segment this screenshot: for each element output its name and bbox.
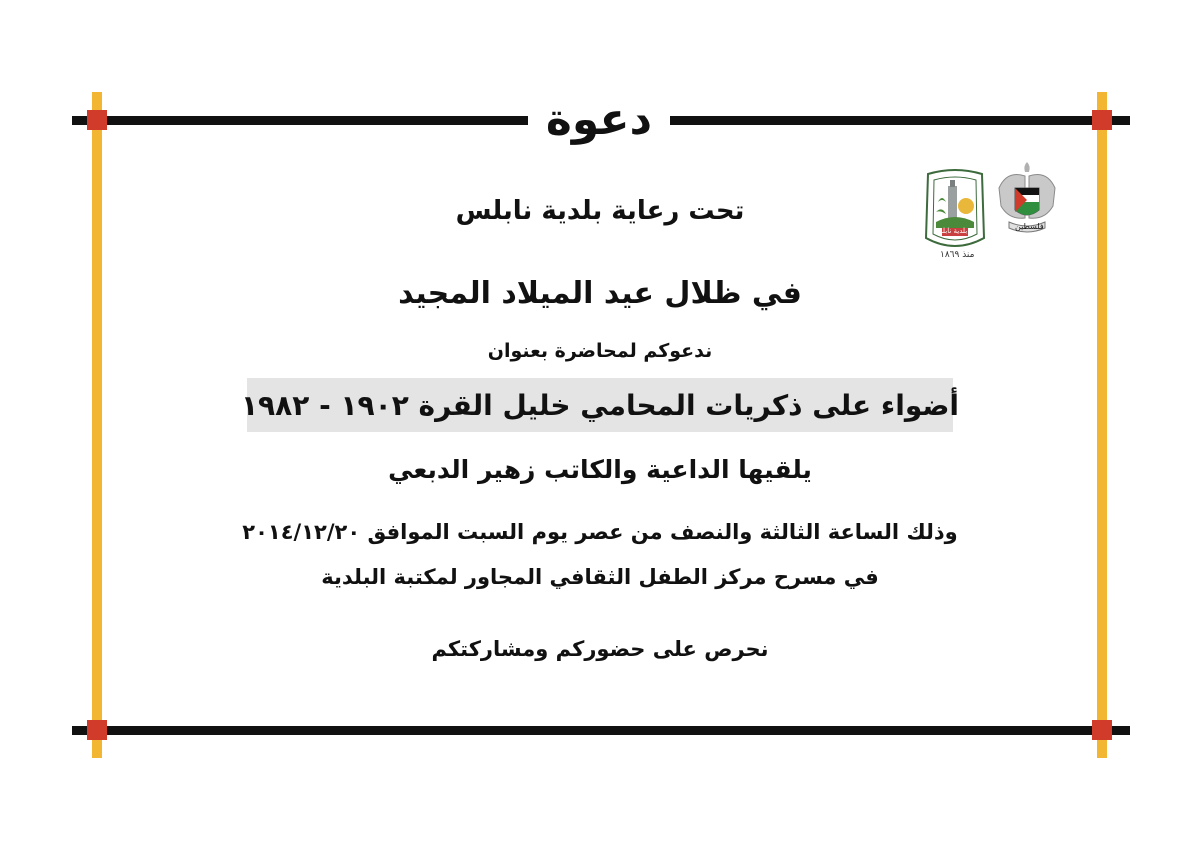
nablus-label: بلدية نابلس [934, 227, 968, 235]
palestine-label: فلسطين [1015, 222, 1044, 231]
lecture-title-box [240, 378, 960, 432]
patronage-line: تحت رعاية بلدية نابلس [455, 196, 745, 226]
speaker-line: يلقيها الداعية والكاتب زهير الدبعي [388, 455, 812, 484]
nablus-since: منذ ١٨٦٩ [940, 250, 975, 260]
datetime-line: وذلك الساعة الثالثة والنصف من عصر يوم السبت الموافق ٢٠١٤/١٢/٢٠ [242, 520, 958, 544]
invite-line: ندعوكم لمحاضرة بعنوان [487, 340, 713, 362]
corner-bottom-right [1092, 720, 1112, 740]
invitation-title: دعوة [545, 94, 653, 145]
corner-top-left [87, 110, 107, 130]
occasion-line: في ظلال عيد الميلاد المجيد [398, 276, 802, 311]
venue-line: في مسرح مركز الطفل الثقافي المجاور لمكتبة البلدية [321, 565, 879, 589]
corner-top-right [1092, 110, 1112, 130]
title-container [528, 96, 670, 144]
corner-bottom-left [87, 720, 107, 740]
lecture-title: أضواء على ذكريات المحامي خليل القرة ١٩٠٢ - ١٩٨٢ [240, 388, 960, 422]
closing-line: نحرص على حضوركم ومشاركتكم [431, 637, 769, 661]
frame-bottom-line [72, 726, 1130, 735]
